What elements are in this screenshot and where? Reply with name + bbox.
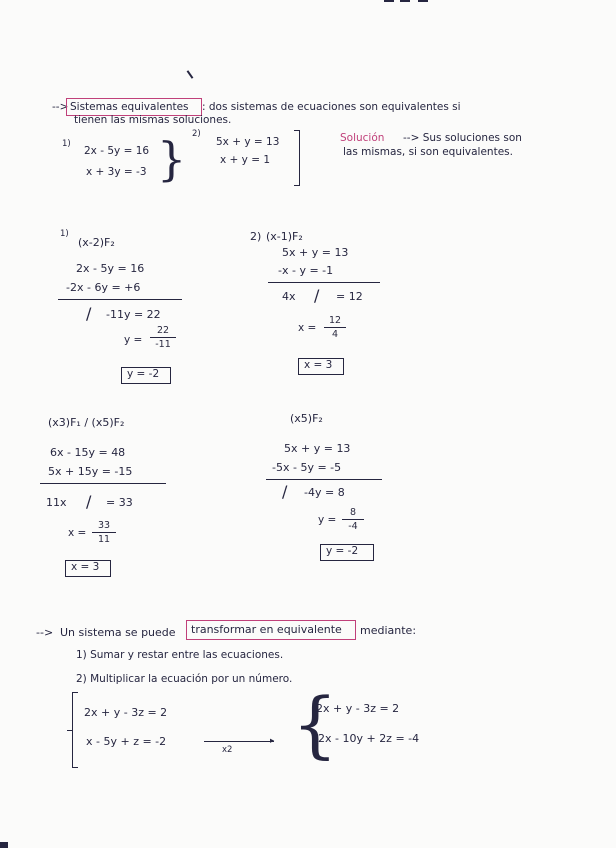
work2-operation: (x-1)F₂: [266, 230, 303, 243]
work4-fraction-num: 8: [349, 507, 357, 518]
system3-arrow-head: ▸: [270, 736, 275, 746]
transform-pre: Un sistema se puede: [60, 626, 176, 639]
solution-label: Solución: [340, 132, 385, 144]
work3-fraction: [92, 520, 116, 545]
system3-arrow-op: x2: [222, 745, 233, 755]
system3-bracket-tip: [67, 730, 73, 731]
transform-item1: 1) Sumar y restar entre las ecuaciones.: [76, 649, 284, 661]
work2-fraction-num: 12: [328, 315, 342, 326]
work3-operation: (x3)F₁ / (x5)F₂: [48, 416, 125, 429]
intro-arrow: -->: [52, 101, 69, 113]
work1-sum-line: [58, 299, 182, 300]
work1-fraction: [150, 325, 176, 350]
work3-fraction-bar: [92, 532, 116, 533]
solution-text-line2: las mismas, si son equivalentes.: [343, 146, 513, 158]
system2-bracket-bottom: [294, 185, 300, 186]
work3-sum-line: [40, 483, 166, 484]
work1-y-lhs: y =: [124, 334, 143, 346]
work4-result: -4y = 8: [304, 486, 345, 499]
work4-eq2: -5x - 5y = -5: [272, 461, 342, 474]
work1-fraction-den: -11: [155, 339, 171, 350]
system2-number: 2): [192, 129, 201, 139]
intro-term: Sistemas equivalentes: [70, 101, 189, 113]
system3-arrow-line: [204, 741, 274, 742]
work2-result-lhs: 4x: [282, 290, 296, 303]
system2-bracket: [299, 130, 300, 186]
work2-sum-line: [268, 282, 380, 283]
work1-number: 1): [60, 229, 69, 239]
work4-operation: (x5)F₂: [290, 412, 323, 425]
system4-eq2: 2x - 10y + 2z = -4: [318, 732, 420, 745]
work3-fraction-num: 33: [97, 520, 111, 531]
transform-arrow: -->: [36, 626, 54, 639]
scan-corner-mark: [0, 842, 8, 848]
work1-fraction-bar: [150, 337, 176, 338]
scan-mark: [400, 0, 410, 2]
work1-operation: (x-2)F₂: [78, 236, 115, 249]
work3-eq1: 6x - 15y = 48: [50, 446, 126, 459]
transform-item2: 2) Multiplicar la ecuación por un número.: [76, 673, 293, 685]
work1-eq1: 2x - 5y = 16: [76, 262, 145, 275]
work2-fraction: [324, 315, 346, 340]
transform-term: transformar en equivalente: [191, 623, 342, 636]
work3-answer: x = 3: [71, 561, 100, 573]
work4-answer: y = -2: [326, 545, 359, 557]
work2-fraction-bar: [324, 327, 346, 328]
work2-answer: x = 3: [304, 359, 333, 371]
work3-fraction-den: 11: [97, 534, 111, 545]
work1-eq2: -2x - 6y = +6: [66, 281, 141, 294]
work2-cancel-mark: /: [314, 286, 320, 305]
work3-cancel-mark: /: [86, 492, 92, 511]
intro-definition-line1: : dos sistemas de ecuaciones son equivalentes si: [202, 101, 461, 113]
system4-brace: {: [292, 682, 338, 766]
scan-mark: [384, 0, 394, 2]
system2-eq2: x + y = 1: [220, 154, 271, 166]
work2-eq1: 5x + y = 13: [282, 246, 349, 259]
work4-fraction: [342, 507, 364, 532]
system3-eq2: x - 5y + z = -2: [86, 735, 167, 748]
system2-bracket-top: [294, 130, 300, 131]
system4-eq1: 2x + y - 3z = 2: [316, 702, 400, 715]
work4-y-lhs: y =: [318, 514, 337, 526]
work4-sum-line: [266, 479, 382, 480]
work3-result-lhs: 11x: [46, 496, 67, 509]
system1-eq1: 2x - 5y = 16: [84, 145, 150, 157]
work4-eq1: 5x + y = 13: [284, 442, 351, 455]
work2-eq2: -x - y = -1: [278, 264, 334, 277]
system3-eq1: 2x + y - 3z = 2: [84, 706, 168, 719]
work4-fraction-den: -4: [348, 521, 358, 532]
work2-number: 2): [250, 230, 262, 243]
work4-cancel-mark: /: [282, 482, 288, 501]
system2-eq1: 5x + y = 13: [216, 136, 280, 148]
work4-fraction-bar: [342, 519, 364, 520]
system3-bracket-top: [72, 692, 78, 693]
work3-eq2: 5x + 15y = -15: [48, 465, 133, 478]
system3-bracket-bottom: [72, 767, 78, 768]
scan-mark: [418, 0, 428, 2]
work3-result-rhs: = 33: [106, 496, 133, 509]
pen-stroke: [187, 70, 194, 79]
system1-number: 1): [62, 139, 71, 149]
work1-fraction-num: 22: [156, 325, 170, 336]
work1-answer: y = -2: [127, 368, 160, 380]
transform-post: mediante:: [360, 624, 417, 637]
work1-result: -11y = 22: [106, 308, 161, 321]
system1-brace: }: [157, 132, 187, 186]
work2-result-rhs: = 12: [336, 290, 363, 303]
work3-x-lhs: x =: [68, 527, 87, 539]
solution-text-line1: --> Sus soluciones son: [403, 132, 522, 144]
work1-cancel-mark: /: [86, 304, 92, 323]
work2-fraction-den: 4: [331, 329, 339, 340]
work2-x-lhs: x =: [298, 322, 317, 334]
system1-eq2: x + 3y = -3: [86, 166, 147, 178]
intro-definition-line2: tienen las mismas soluciones.: [74, 114, 232, 126]
